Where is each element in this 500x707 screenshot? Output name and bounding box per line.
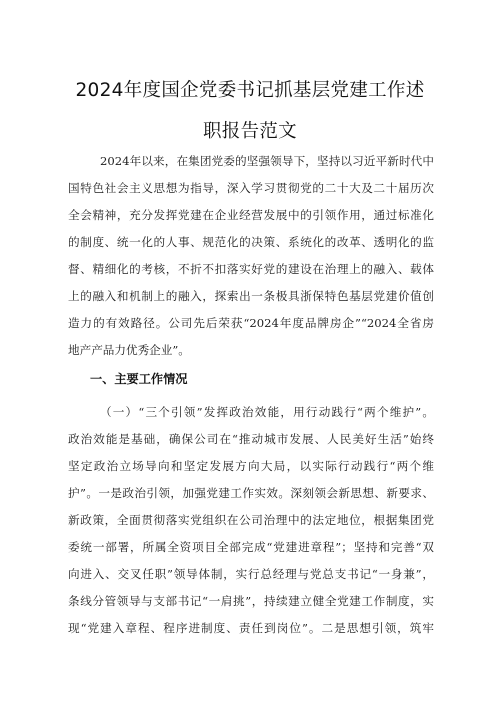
- section-paragraph-line: （一）“三个引领”发挥政治效能，用行动践行“两个维护”。: [100, 405, 434, 419]
- intro-paragraph-line: 督、精细化的考核，不折不扣落实好党的建设在治理上的融入、载体: [68, 262, 434, 276]
- section-paragraph-line: 护”。一是政治引领，加强党建工作实效。深刻领会新思想、新要求、: [68, 486, 434, 500]
- document-title-line-1: 2024年度国企党委书记抓基层党建工作述: [75, 80, 425, 101]
- intro-paragraph-line: 造力的有效路径。公司先后荣获“2024年度品牌房企”“2024全省房: [68, 316, 434, 330]
- section-paragraph-line: 条线分管领导与支部书记“一肩挑”，持续建立健全党建工作制度，实: [68, 594, 434, 608]
- intro-paragraph-line: 地产产品力优秀企业”。: [68, 343, 190, 357]
- intro-paragraph-line: 国特色社会主义思想为指导，深入学习贯彻党的二十大及二十届历次: [68, 181, 434, 195]
- document-title-line-2: 职报告范文: [202, 121, 297, 142]
- section-paragraph-line: 坚定政治立场导向和坚定发展方向大局，以实际行动践行“两个维: [68, 459, 434, 473]
- section-paragraph-line: 委统一部署，所属全资项目全部完成“党建进章程”；坚持和完善“双: [68, 540, 434, 554]
- section-paragraph-line: 现“党建入章程、程序进制度、责任到岗位”。二是思想引领，筑牢: [68, 621, 434, 635]
- intro-paragraph-line: 的制度、统一化的人事、规范化的决策、系统化的改革、透明化的监: [68, 235, 434, 249]
- section-heading: 一、主要工作情况: [90, 372, 188, 386]
- section-paragraph-line: 向进入、交叉任职”领导体制，实行总经理与党总支书记“一身兼”，: [68, 567, 434, 581]
- section-paragraph-line: 新政策，全面贯彻落实党组织在公司治理中的法定地位，根据集团党: [68, 513, 434, 527]
- section-paragraph-line: 政治效能是基础，确保公司在“推动城市发展、人民美好生活”始终: [68, 432, 434, 446]
- intro-paragraph-line: 2024年以来，在集团党委的坚强领导下，坚持以习近平新时代中: [100, 154, 434, 168]
- intro-paragraph-line: 上的融入和机制上的融入，探索出一条极具浙保特色基层党建价值创: [68, 289, 434, 303]
- intro-paragraph-line: 全会精神，充分发挥党建在企业经营发展中的引领作用，通过标准化: [68, 208, 434, 222]
